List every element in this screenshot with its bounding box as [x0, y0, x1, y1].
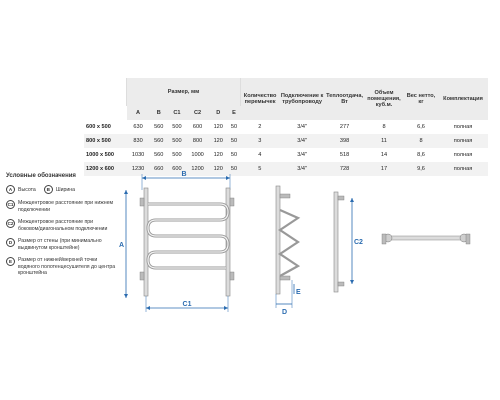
bracket	[140, 198, 144, 206]
arrow-icon	[226, 176, 230, 180]
table-cell: 600	[186, 120, 209, 134]
table-cell: 630	[127, 120, 150, 134]
table-cell: 50	[227, 148, 240, 162]
table-cell: 8,6	[404, 148, 438, 162]
model-cell: 600 х 500	[84, 120, 127, 134]
legend-text-c2: Межцентровое расстояние при боковом/диагональном подключении	[18, 219, 108, 232]
dimension-label-d: D	[282, 309, 288, 316]
subheader-c1: C1	[168, 106, 186, 120]
table-cell: 120	[209, 134, 227, 148]
badge-c2: C2	[7, 221, 14, 226]
top-bar	[384, 236, 468, 240]
legend-text-c1: Межцентровое расстояние при нижнем подключении	[18, 200, 114, 213]
top-view-drawing	[374, 226, 474, 256]
size-group-header: Размер, мм	[127, 78, 241, 106]
dimension-label-a: A	[119, 242, 125, 249]
legend-item-c2	[6, 219, 116, 232]
bracket	[382, 234, 386, 244]
spec-table	[84, 78, 488, 176]
table-cell: 560	[150, 120, 168, 134]
subheader-b: B	[150, 106, 168, 120]
dimension-label-c2: C2	[354, 239, 363, 246]
table-cell: 560	[150, 134, 168, 148]
model-cell: 800 х 500	[84, 134, 127, 148]
dimension-label-b: B	[181, 171, 187, 178]
table-cell: 560	[150, 148, 168, 162]
badge-a: A	[6, 185, 15, 194]
table-cell: 3/4"	[279, 162, 325, 176]
table-cell: 50	[227, 162, 240, 176]
arrow-icon	[350, 198, 354, 202]
badge-c1: C1	[7, 202, 14, 207]
bracket	[230, 272, 234, 280]
table-cell: 500	[168, 134, 186, 148]
table-cell: 3/4"	[279, 134, 325, 148]
table-cell: 120	[209, 162, 227, 176]
table-cell: 830	[127, 134, 150, 148]
table-cell: 1200	[186, 162, 209, 176]
table-cell: 120	[209, 148, 227, 162]
table-cell: полная	[438, 162, 488, 176]
legend-title: Условные обозначения	[6, 173, 76, 179]
model-header	[84, 78, 127, 106]
table-cell: 6,6	[404, 120, 438, 134]
table-cell: 50	[227, 120, 240, 134]
arrow-icon	[224, 306, 228, 310]
connection-post	[334, 192, 338, 292]
side-pipe	[280, 210, 298, 276]
legend-item-e	[6, 257, 116, 277]
legend-item-d	[6, 238, 116, 251]
table-cell: 3	[241, 134, 280, 148]
bracket	[466, 234, 470, 244]
connection-header: Подключение к трубопроводу	[279, 78, 325, 120]
table-cell: 728	[325, 162, 364, 176]
table-cell: 2	[241, 120, 280, 134]
arrow-icon	[146, 306, 150, 310]
legend-text-e: Размер от нижней/верхней точки водяного полотенцесушителя до центра кронштейна	[18, 257, 116, 276]
table-cell: 8	[404, 134, 438, 148]
table-cell: полная	[438, 120, 488, 134]
table-cell: 500	[168, 120, 186, 134]
table-cell: 518	[325, 148, 364, 162]
table-cell: 660	[150, 162, 168, 176]
front-view-drawing	[118, 168, 248, 318]
table-cell: 17	[364, 162, 404, 176]
legend-text-d: Размер от стены (при минимально выдвинутом кронштейне)	[18, 238, 102, 251]
table-row	[84, 120, 488, 134]
table-cell: 277	[325, 120, 364, 134]
legend	[6, 173, 116, 283]
table-cell: 9,6	[404, 162, 438, 176]
subheader-a: A	[127, 106, 150, 120]
dimension-label-e: E	[296, 289, 301, 296]
table-cell: полная	[438, 148, 488, 162]
subheader-c2: C2	[186, 106, 209, 120]
table-cell: 1030	[127, 148, 150, 162]
table-cell: 8	[364, 120, 404, 134]
arrow-icon	[124, 190, 128, 194]
table-cell: 1000	[186, 148, 209, 162]
legend-item-c1	[6, 200, 116, 213]
table-cell: 500	[168, 148, 186, 162]
subheader-e: E	[227, 106, 240, 120]
room-header: Объем помещения, куб.м.	[364, 78, 404, 120]
crossbars-header: Количество перемычек	[241, 78, 280, 120]
table-cell: 600	[168, 162, 186, 176]
table-row	[84, 134, 488, 148]
kit-header: Комплектация	[438, 78, 488, 120]
table-cell: 120	[209, 120, 227, 134]
legend-text-a: Высота	[18, 186, 36, 193]
bracket	[280, 194, 290, 198]
badge-d: D	[6, 238, 15, 247]
table-cell: 398	[325, 134, 364, 148]
table-cell: полная	[438, 134, 488, 148]
badge-b: B	[44, 185, 53, 194]
connection-fitting	[338, 196, 344, 200]
bracket	[140, 272, 144, 280]
legend-text-b: Ширина	[55, 186, 76, 193]
wall-post	[276, 186, 280, 294]
table-cell: 50	[227, 134, 240, 148]
dimension-label-c1: C1	[182, 301, 192, 308]
table-cell: 3/4"	[279, 148, 325, 162]
table-row	[84, 148, 488, 162]
table-cell: 4	[241, 148, 280, 162]
left-post	[144, 188, 148, 296]
bracket	[230, 198, 234, 206]
arrow-icon	[142, 176, 146, 180]
connection-fitting	[338, 282, 344, 286]
table-cell: 5	[241, 162, 280, 176]
subheader-d: D	[209, 106, 227, 120]
model-cell: 1200 х 600	[84, 162, 127, 176]
heat-header: Теплоотдача, Вт	[325, 78, 364, 120]
bracket	[280, 276, 290, 280]
arrow-icon	[124, 294, 128, 298]
table-cell: 11	[364, 134, 404, 148]
badge-e: E	[6, 257, 15, 266]
legend-item-a-b	[6, 185, 116, 194]
table-cell: 14	[364, 148, 404, 162]
blank-subheader	[84, 106, 127, 120]
table-cell: 1230	[127, 162, 150, 176]
side-view-drawing	[262, 180, 372, 320]
weight-header: Вес нетто, кг	[404, 78, 438, 120]
table-cell: 3/4"	[279, 120, 325, 134]
model-cell: 1000 х 500	[84, 148, 127, 162]
arrow-icon	[350, 280, 354, 284]
table-cell: 800	[186, 134, 209, 148]
